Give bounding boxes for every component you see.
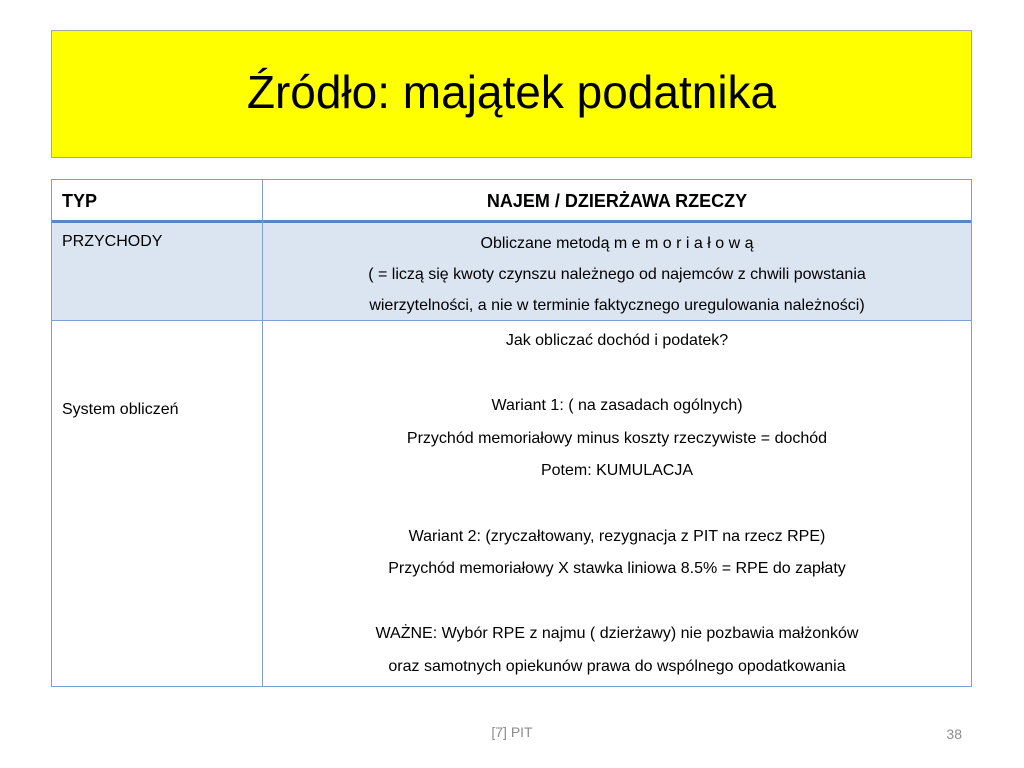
- variant1-title: Wariant 1: ( na zasadach ogólnych): [491, 397, 743, 415]
- income-label: PRZYCHODY: [62, 233, 163, 250]
- income-line-1: Obliczane metodą m e m o r i a ł o w ą: [480, 235, 754, 252]
- system-description: [263, 325, 971, 684]
- header-rental-cell: NAJEM / DZIERŻAWA RZECZY: [486, 191, 748, 211]
- income-description: [263, 228, 971, 321]
- spacer: [263, 488, 971, 521]
- variant2-title: Wariant 2: (zryczałtowany, rezygnacja z PIT na rzecz RPE): [408, 527, 826, 545]
- spacer: [263, 586, 971, 619]
- important-line-2: oraz samotnych opiekunów prawa do wspólnego opodatkowania: [388, 657, 846, 675]
- table-row-income: [52, 223, 971, 321]
- variant1-formula: Przychód memoriałowy minus koszty rzeczywiste = dochód: [406, 429, 828, 447]
- page-number: 38: [946, 726, 962, 742]
- variant1-note: Potem: KUMULACJA: [540, 462, 694, 480]
- header-type-cell: TYP: [62, 191, 98, 211]
- table-row-system: [52, 321, 971, 686]
- footer-label: [7] PIT: [491, 724, 533, 740]
- income-line-2: ( = liczą się kwoty czynszu należnego od najemców z chwili powstania: [368, 266, 866, 283]
- income-line-3: wierzytelności, a nie w terminie faktycznego uregulowania należności): [369, 297, 865, 314]
- title-box: [51, 30, 972, 158]
- table-header-row: [52, 180, 971, 223]
- important-line-1: WAŻNE: Wybór RPE z najmu ( dzierżawy) nie pozbawia małżonków: [375, 625, 859, 643]
- spacer: [263, 358, 971, 391]
- system-label: System obliczeń: [62, 401, 179, 418]
- column-divider: [262, 180, 263, 686]
- variant2-formula: Przychód memoriałowy X stawka liniowa 8.5% = RPE do zapłaty: [388, 560, 846, 578]
- content-table: [51, 179, 972, 687]
- slide-title: Źródło: majątek podatnika: [246, 66, 777, 118]
- system-question: Jak obliczać dochód i podatek?: [505, 332, 729, 349]
